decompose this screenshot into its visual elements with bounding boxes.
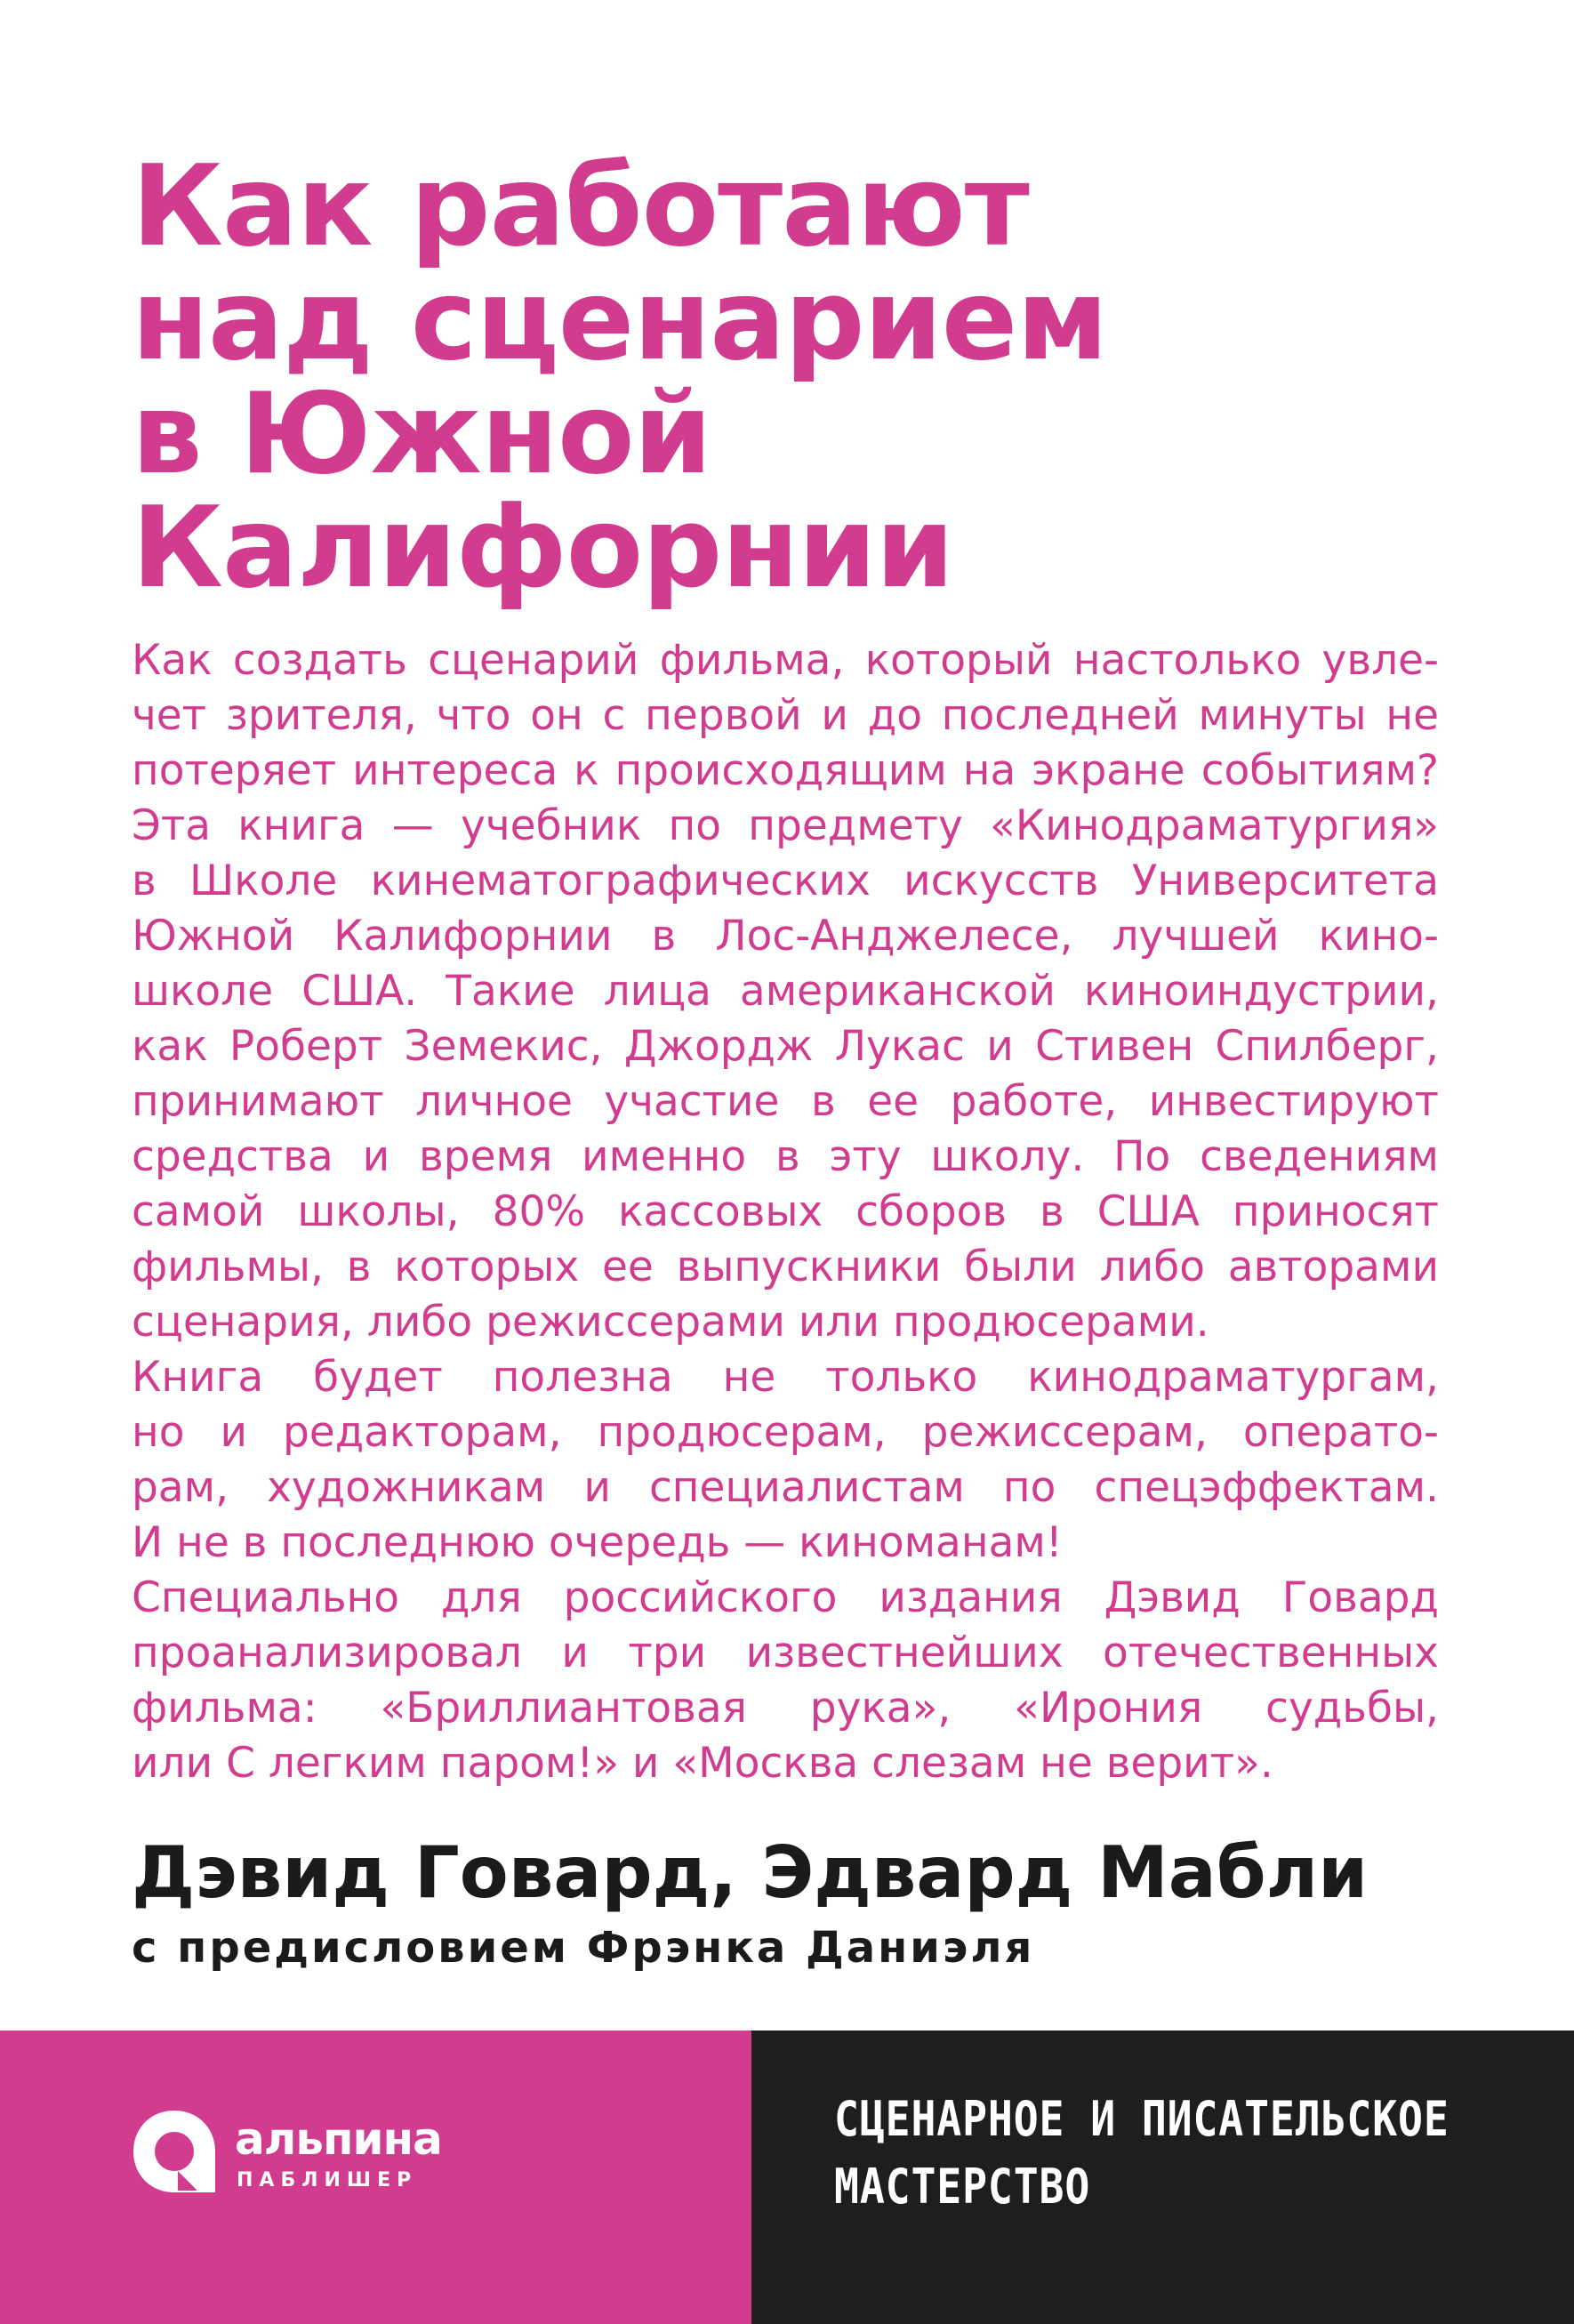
description-line: средства и время именно в эту школу. По сведениям <box>132 1132 1439 1181</box>
title-line: над сценарием <box>132 254 1108 385</box>
description-line: проанализировал и три известнейших отечественных <box>132 1628 1439 1677</box>
book-description <box>132 633 1439 1791</box>
description-line: И не в последнюю очередь — киноманам! <box>132 1518 1063 1567</box>
alpina-logo-icon <box>124 2102 224 2201</box>
series-line: МАСТЕРСТВО <box>834 2159 1091 2215</box>
description-line: принимают личное участие в ее работе, инвестируют <box>132 1077 1439 1126</box>
description-line: или С легким паром!» и «Москва слезам не верит». <box>132 1739 1273 1788</box>
title-line: Как работают <box>132 141 1029 271</box>
description-line: сценария, либо режиссерами или продюсерами. <box>132 1298 1209 1347</box>
description-line: потеряет интереса к происходящим на экране событиям? <box>132 746 1439 795</box>
description-line: Эта книга — учебник по предмету «Кинодраматургия» <box>132 801 1439 850</box>
description-line: рам, художникам и специалистам по спецэффектам. <box>132 1463 1439 1512</box>
description-line: Книга будет полезна не только кинодраматургам, <box>132 1353 1439 1402</box>
description-line: самой школы, 80% кассовых сборов в США приносят <box>132 1187 1439 1236</box>
series-line: СЦЕНАРНОЕ И ПИСАТЕЛЬСКОЕ <box>834 2091 1450 2147</box>
series-name <box>834 2086 1546 2221</box>
title-line: в Южной <box>132 368 711 499</box>
publisher-logo <box>124 2102 480 2226</box>
description-line: фильма: «Бриллиантовая рука», «Ирония судьбы, <box>132 1684 1439 1733</box>
description-line: школе США. Такие лица американской киноиндустрии, <box>132 967 1439 1016</box>
description-line: фильмы, в которых ее выпускники были либо авторами <box>132 1242 1439 1291</box>
publisher-name: альпина <box>235 2113 442 2165</box>
description-line: но и редакторам, продюсерам, режиссерам, операто- <box>132 1408 1439 1457</box>
foreword-credit: с предисловием Фрэнка Даниэля <box>132 1923 1035 1973</box>
publisher-subname: ПАБЛИШЕР <box>237 2169 418 2191</box>
book-title <box>132 141 1466 613</box>
description-line: в Школе кинематографических искусств Университета <box>132 856 1439 905</box>
title-line: Калифорнии <box>132 482 953 613</box>
book-authors: Дэвид Говард, Эдвард Мабли <box>132 1831 1369 1914</box>
description-line: чет зрителя, что он с первой и до последней минуты не <box>132 691 1439 740</box>
description-line: как Роберт Земекис, Джордж Лукас и Стивен Спилберг, <box>132 1022 1439 1071</box>
description-line: Специально для российского издания Дэвид Говард <box>132 1573 1439 1622</box>
description-line: Как создать сценарий фильма, который настолько увле- <box>132 636 1439 685</box>
description-line: Южной Калифорнии в Лос-Анджелесе, лучшей кино- <box>132 912 1439 961</box>
